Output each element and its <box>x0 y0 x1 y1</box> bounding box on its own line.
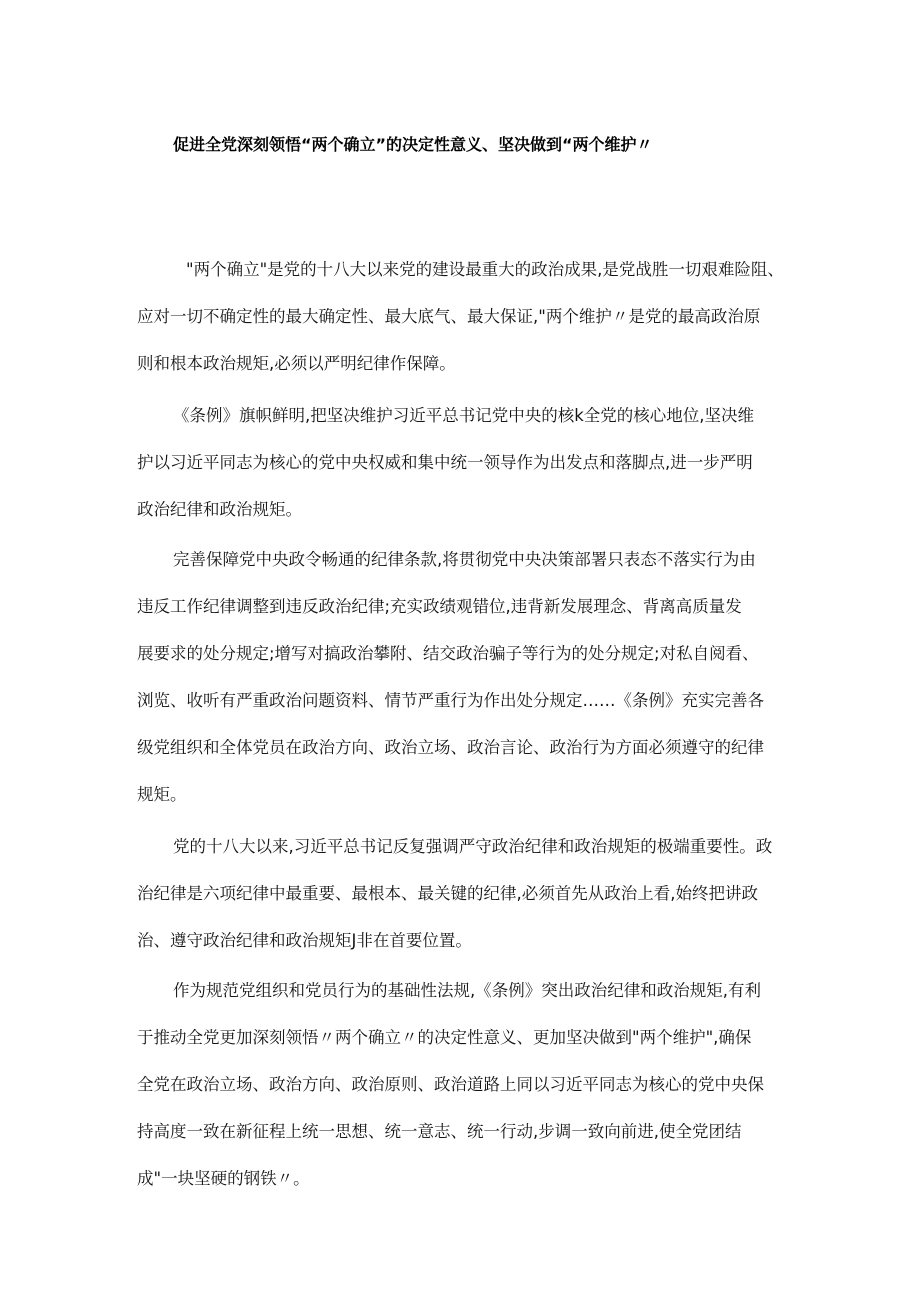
paragraph-line: 规矩。 <box>137 785 187 804</box>
paragraph-line: 治纪律是六项纪律中最重要、最根本、最关键的纪律,必须首先从政治上看,始终把讲政 <box>137 884 758 903</box>
paragraph-line: 浏览、收听有严重政治问题资料、情节严重行为作出处分规定……《条例》充实完善各 <box>137 691 764 710</box>
paragraph-line: 级党组织和全体党员在政治方向、政治立场、政治言论、政治行为方面必须遵守的纪律 <box>137 738 764 757</box>
paragraph-line: 持高度一致在新征程上统一思想、统一意志、统一行动,步调一致向前进,使全党团结 <box>137 1122 742 1141</box>
paragraph-line: 作为规范党组织和党员行为的基础性法规,《条例》突出政治纪律和政治规矩,有利 <box>173 981 761 1000</box>
paragraph-line: 违反工作纪律调整到违反政治纪律;充实政绩观错位,违背新发展理念、背离高质量发 <box>137 597 742 616</box>
paragraph-line: 展要求的处分规定;增写对搞政治攀附、结交政治骗子等行为的处分规定;对私自阅看、 <box>137 644 759 663</box>
paragraph-line: 护以习近平同志为核心的党中央权威和集中统一领导作为出发点和落脚点,进一步严明 <box>137 453 753 472</box>
paragraph-line: 应对一切不确定性的最大确定性、最大底气、最大保证,"两个维护〃是党的最高政治原 <box>137 307 761 326</box>
document-title: 促进全党深刻领悟“两个确立”的决定性意义、坚决做到“两个维护〃 <box>173 135 653 154</box>
paragraph-line: 则和根本政治规矩,必须以严明纪律作保障。 <box>137 354 456 373</box>
paragraph-line: 党的十八大以来,习近平总书记反复强调严守政治纪律和政治规矩的极端重要性。政 <box>173 837 773 856</box>
paragraph-line: "两个确立"是党的十八大以来党的建设最重大的政治成果,是党战胜一切艰难险阻、 <box>186 260 784 279</box>
paragraph-line: 完善保障党中央政令畅通的纪律条款,将贯彻党中央决策部署只表态不落实行为由 <box>173 550 756 569</box>
paragraph-line: 全党在政治立场、政治方向、政治原则、政治道路上同以习近平同志为核心的党中央保 <box>137 1075 764 1094</box>
paragraph-line: 成"一块坚硬的钢铁〃。 <box>137 1169 310 1188</box>
paragraph-line: 治、遵守政治纪律和政治规矩J非在首要位置。 <box>137 931 472 950</box>
paragraph-line: 《条例》旗帜鲜明,把坚决维护习近平总书记党中央的核k全党的核心地位,坚决维 <box>173 406 755 425</box>
paragraph-line: 于推动全党更加深刻领悟〃两个确立〃的决定性意义、更加坚决做到"两个维护",确保 <box>137 1028 752 1047</box>
paragraph-line: 政治纪律和政治规矩。 <box>137 500 302 519</box>
